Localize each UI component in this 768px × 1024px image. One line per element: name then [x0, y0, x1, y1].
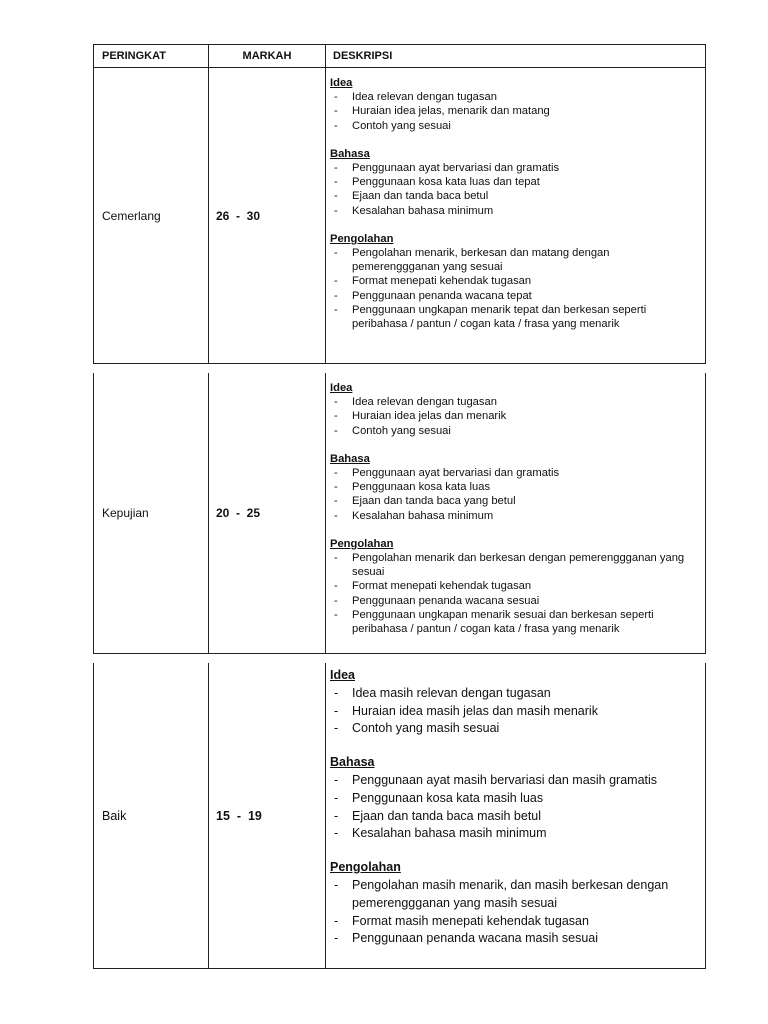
criteria-item: - Penggunaan kosa kata masih luas: [330, 790, 699, 808]
section-title: Pengolahan: [330, 860, 401, 875]
criteria-item: - Ejaan dan tanda baca betul: [330, 189, 699, 203]
criteria-item: - Penggunaan penanda wacana tepat: [330, 289, 699, 303]
criteria-section: [330, 859, 699, 948]
header-markah: MARKAH: [209, 45, 326, 68]
criteria-item: - Contoh yang sesuai: [330, 424, 699, 438]
criteria-item: - Pengolahan menarik dan berkesan dengan pemerenggganan yang sesuai: [330, 551, 699, 579]
criteria-item: - Format masih menepati kehendak tugasan: [330, 913, 699, 931]
criteria-item: - Penggunaan ayat masih bervariasi dan masih gramatis: [330, 772, 699, 790]
criteria-item: - Idea relevan dengan tugasan: [330, 90, 699, 104]
section-title: Idea: [330, 77, 353, 89]
band-description: [326, 68, 706, 364]
band-marks: 15 - 19: [209, 663, 326, 969]
criteria-item: - Contoh yang sesuai: [330, 119, 699, 133]
criteria-item: - Penggunaan kosa kata luas dan tepat: [330, 175, 699, 189]
criteria-section: [330, 537, 699, 636]
band-marks: 26 - 30: [209, 68, 326, 364]
section-title: Pengolahan: [330, 232, 394, 245]
criteria-item: - Kesalahan bahasa minimum: [330, 204, 699, 218]
header-peringkat: PERINGKAT: [94, 45, 209, 68]
criteria-item: - Contoh yang masih sesuai: [330, 720, 699, 738]
criteria-item: - Huraian idea jelas, menarik dan matang: [330, 104, 699, 118]
criteria-item: - Pengolahan menarik, berkesan dan matang dengan pemerenggganan yang sesuai: [330, 246, 699, 274]
criteria-item: - Format menepati kehendak tugasan: [330, 274, 699, 288]
criteria-section: [330, 147, 699, 218]
criteria-item: - Penggunaan kosa kata luas: [330, 480, 699, 494]
table-row: [94, 373, 706, 653]
rubric-table-baik: [93, 663, 706, 969]
table-row: [94, 663, 706, 969]
criteria-item: - Huraian idea masih jelas dan masih menarik: [330, 703, 699, 721]
criteria-section: [330, 381, 699, 438]
section-title: Bahasa: [330, 755, 375, 770]
criteria-item: - Ejaan dan tanda baca yang betul: [330, 494, 699, 508]
section-title: Bahasa: [330, 452, 370, 465]
rubric-table-kepujian: [93, 373, 706, 654]
criteria-item: - Penggunaan penanda wacana sesuai: [330, 594, 699, 608]
criteria-item: - Penggunaan penanda wacana masih sesuai: [330, 930, 699, 948]
rubric-table-cemerlang: [93, 44, 706, 364]
band-description: [326, 663, 706, 969]
criteria-section: [330, 232, 699, 331]
table-header-row: [94, 45, 706, 68]
criteria-item: - Penggunaan ungkapan menarik tepat dan berkesan seperti peribahasa / pantun / cogan kata / frasa yang menarik: [330, 303, 699, 331]
criteria-section: [330, 76, 699, 133]
criteria-section: [330, 754, 699, 843]
criteria-item: - Penggunaan ayat bervariasi dan gramatis: [330, 466, 699, 480]
table-row: [94, 68, 706, 364]
section-title: Bahasa: [330, 147, 370, 160]
band-level: Baik: [94, 663, 209, 969]
criteria-item: - Kesalahan bahasa masih minimum: [330, 825, 699, 843]
criteria-section: [330, 452, 699, 523]
criteria-item: - Huraian idea jelas dan menarik: [330, 409, 699, 423]
band-level: Cemerlang: [94, 68, 209, 364]
section-title: Pengolahan: [330, 537, 394, 550]
criteria-item: - Ejaan dan tanda baca masih betul: [330, 808, 699, 826]
criteria-item: - Kesalahan bahasa minimum: [330, 509, 699, 523]
criteria-item: - Idea masih relevan dengan tugasan: [330, 685, 699, 703]
criteria-item: - Idea relevan dengan tugasan: [330, 395, 699, 409]
criteria-section: [330, 667, 699, 738]
band-description: [326, 373, 706, 653]
header-deskripsi: DESKRIPSI: [326, 45, 706, 68]
criteria-item: - Penggunaan ungkapan menarik sesuai dan berkesan seperti peribahasa / pantun / cogan kata / frasa yang menarik: [330, 608, 699, 636]
band-marks: 20 - 25: [209, 373, 326, 653]
criteria-item: - Penggunaan ayat bervariasi dan gramatis: [330, 161, 699, 175]
section-title: Idea: [330, 668, 356, 682]
criteria-item: - Pengolahan masih menarik, dan masih berkesan dengan pemerenggganan yang masih sesuai: [330, 877, 699, 913]
band-level: Kepujian: [94, 373, 209, 653]
criteria-item: - Format menepati kehendak tugasan: [330, 579, 699, 593]
section-title: Idea: [330, 382, 353, 394]
